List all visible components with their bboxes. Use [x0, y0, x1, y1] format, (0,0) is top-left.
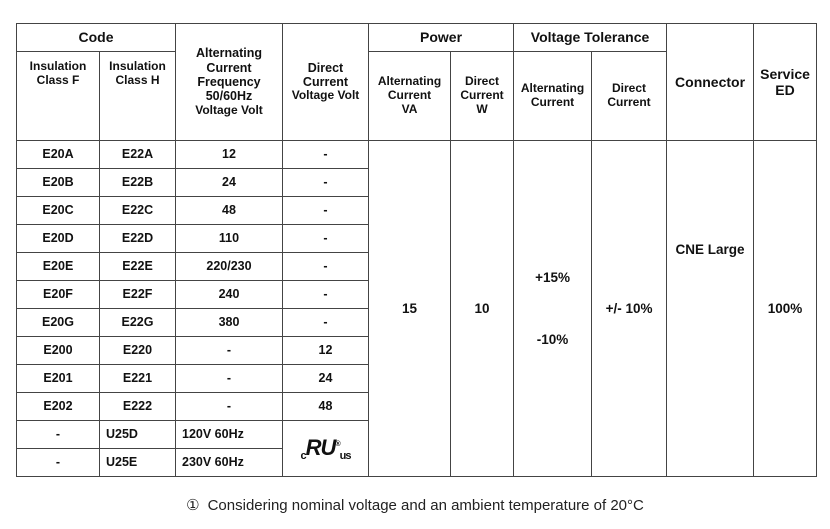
- code-class-f: E20A: [17, 141, 100, 169]
- code-class-f: -: [17, 421, 100, 449]
- code-class-f: E20C: [17, 197, 100, 225]
- code-class-f: E20E: [17, 253, 100, 281]
- header-code: Code: [17, 24, 176, 52]
- ac-voltage: 380: [176, 309, 283, 337]
- code-class-h: E221: [100, 365, 176, 393]
- ac-voltage: -: [176, 337, 283, 365]
- footnote: [0, 496, 830, 514]
- ac-voltage: 220/230: [176, 253, 283, 281]
- dc-voltage: -: [283, 141, 369, 169]
- header-tolerance-dc: Direct Current: [592, 52, 667, 141]
- code-class-f: -: [17, 449, 100, 477]
- code-class-h: E22G: [100, 309, 176, 337]
- code-class-f: E20F: [17, 281, 100, 309]
- header-power-ac: Alternating Current VA: [369, 52, 451, 141]
- code-class-f: E20B: [17, 169, 100, 197]
- dc-voltage: 48: [283, 393, 369, 421]
- header-tolerance-ac: Alternating Current: [514, 52, 592, 141]
- tolerance-ac-value: +15% -10%: [514, 141, 592, 477]
- code-class-f: E200: [17, 337, 100, 365]
- code-class-h: E22C: [100, 197, 176, 225]
- code-class-f: E202: [17, 393, 100, 421]
- header-ac-frequency: Alternating Current Frequency 50/60Hz Voltage Volt: [176, 24, 283, 141]
- footnote-marker: ①: [186, 497, 200, 514]
- code-class-h: U25D: [100, 421, 176, 449]
- header-service-ed: Service ED: [754, 24, 817, 141]
- dc-voltage: 24: [283, 365, 369, 393]
- code-class-f: E20D: [17, 225, 100, 253]
- dc-voltage: -: [283, 309, 369, 337]
- dc-voltage: -: [283, 253, 369, 281]
- ac-voltage: 48: [176, 197, 283, 225]
- tolerance-dc-value: +/- 10%: [592, 141, 667, 477]
- certification-mark: [283, 421, 369, 477]
- header-power-dc: Direct Current W: [451, 52, 514, 141]
- dc-voltage: -: [283, 225, 369, 253]
- power-w-value: 10: [451, 141, 514, 477]
- dc-voltage: 12: [283, 337, 369, 365]
- ac-voltage: -: [176, 393, 283, 421]
- culus-mark-icon: $_cRU®_{us}$: [300, 434, 351, 462]
- header-insulation-h: Insulation Class H: [100, 52, 176, 141]
- code-class-h: E22D: [100, 225, 176, 253]
- service-ed-value: 100%: [754, 141, 817, 477]
- code-class-f: E201: [17, 365, 100, 393]
- header-insulation-f: Insulation Class F: [17, 52, 100, 141]
- ac-voltage: 110: [176, 225, 283, 253]
- ac-voltage: 120V 60Hz: [176, 421, 283, 449]
- header-power: Power: [369, 24, 514, 52]
- code-class-f: E20G: [17, 309, 100, 337]
- header-dc-voltage: Direct Current Voltage Volt: [283, 24, 369, 141]
- ac-voltage: 230V 60Hz: [176, 449, 283, 477]
- code-class-h: E222: [100, 393, 176, 421]
- code-class-h: E220: [100, 337, 176, 365]
- ac-voltage: 240: [176, 281, 283, 309]
- code-class-h: E22E: [100, 253, 176, 281]
- dc-voltage: -: [283, 281, 369, 309]
- code-class-h: U25E: [100, 449, 176, 477]
- footnote-text: Considering nominal voltage and an ambient temperature of 20°C: [207, 497, 644, 514]
- specification-table: [16, 23, 817, 477]
- header-connector: Connector: [667, 24, 754, 141]
- ac-voltage: -: [176, 365, 283, 393]
- dc-voltage: -: [283, 169, 369, 197]
- ac-voltage: 24: [176, 169, 283, 197]
- header-voltage-tolerance: Voltage Tolerance: [514, 24, 667, 52]
- ac-voltage: 12: [176, 141, 283, 169]
- dc-voltage: -: [283, 197, 369, 225]
- connector-value: CNE Large: [667, 141, 754, 477]
- code-class-h: E22A: [100, 141, 176, 169]
- power-va-value: 15: [369, 141, 451, 477]
- code-class-h: E22F: [100, 281, 176, 309]
- code-class-h: E22B: [100, 169, 176, 197]
